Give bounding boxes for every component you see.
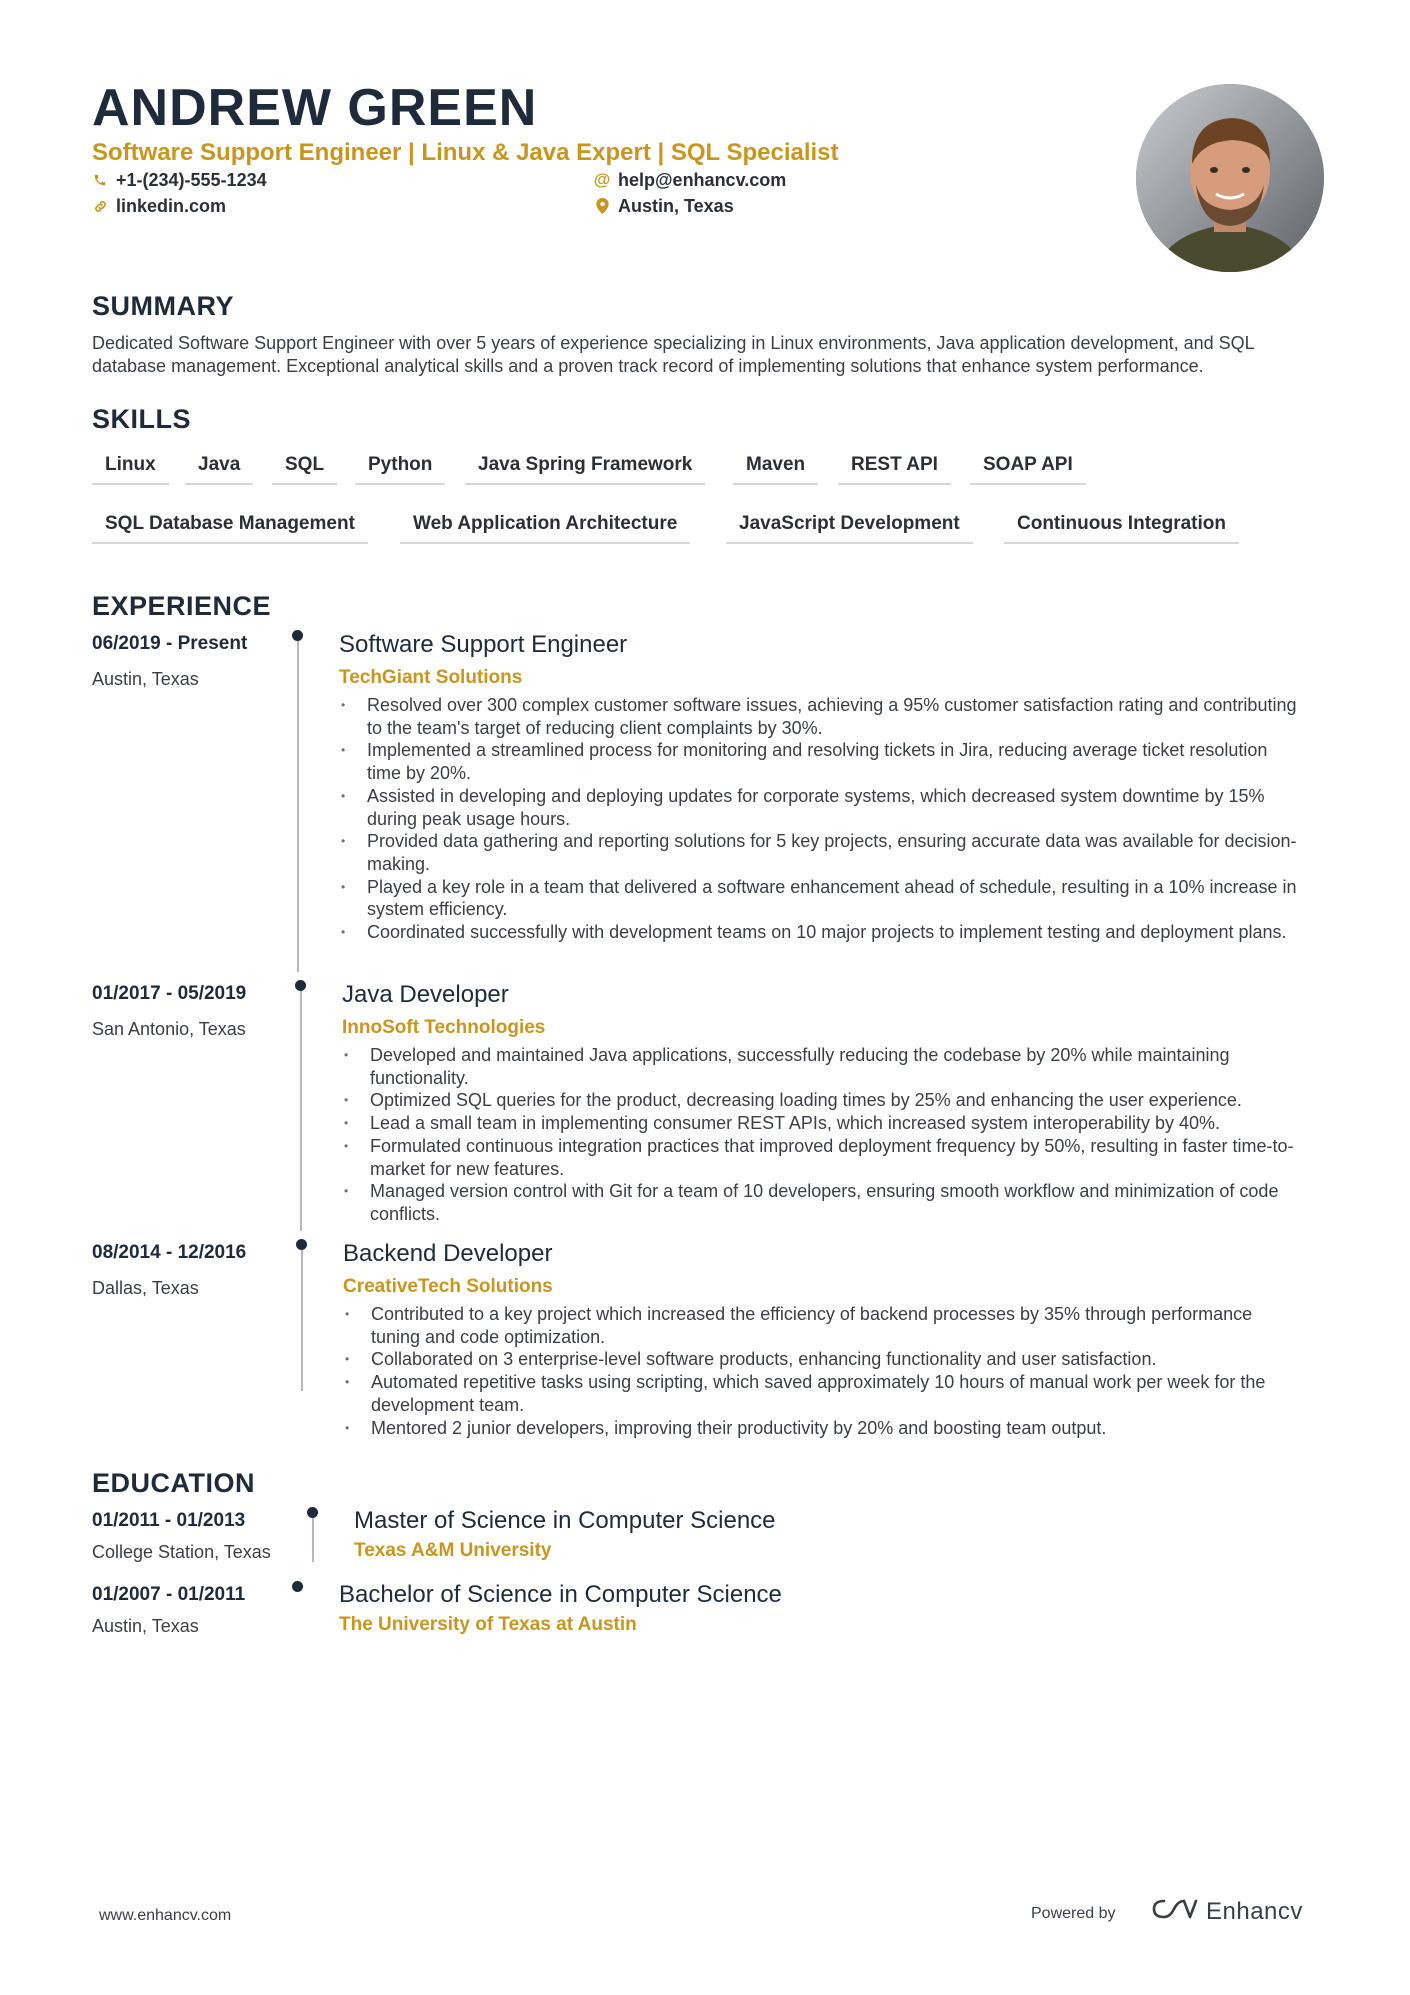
list-item: • Provided data gathering and reporting solutions for 5 key projects, ensuring accurate data was available for decision-making. bbox=[339, 830, 1299, 875]
skill-tag: Python bbox=[355, 451, 445, 485]
edu-location: College Station, Texas bbox=[92, 1542, 271, 1562]
skill-tag: Web Application Architecture bbox=[400, 510, 690, 544]
timeline-dot bbox=[296, 1239, 307, 1250]
job-role: Software Support Engineer bbox=[339, 631, 628, 658]
job-location: Dallas, Texas bbox=[92, 1278, 199, 1298]
timeline-line bbox=[297, 636, 299, 972]
skill-tag: SQL bbox=[272, 451, 337, 485]
timeline-line bbox=[312, 1512, 314, 1562]
list-item: • Formulated continuous integration practices that improved deployment frequency by 50%, resulting in faster time-to-market for new features. bbox=[342, 1135, 1302, 1180]
job-company: CreativeTech Solutions bbox=[343, 1276, 553, 1297]
job-location: Austin, Texas bbox=[92, 669, 199, 689]
contact-phone bbox=[92, 169, 267, 191]
email-link[interactable]: help@enhancv.com bbox=[618, 170, 787, 190]
job-dates: 08/2014 - 12/2016 bbox=[92, 1242, 247, 1263]
education-heading: EDUCATION bbox=[92, 1468, 255, 1498]
edu-dates: 01/2007 - 01/2011 bbox=[92, 1584, 246, 1605]
enhancv-logo-icon bbox=[1150, 1896, 1198, 1927]
timeline-line bbox=[300, 985, 302, 1231]
edu-degree: Master of Science in Computer Science bbox=[354, 1507, 776, 1534]
list-item: • Optimized SQL queries for the product, decreasing loading times by 25% and enhancing the user experience. bbox=[342, 1089, 1302, 1112]
job-location: San Antonio, Texas bbox=[92, 1019, 246, 1039]
list-item: • Collaborated on 3 enterprise-level software products, enhancing functionality and user satisfaction. bbox=[343, 1348, 1303, 1371]
list-item: • Developed and maintained Java applications, successfully reducing the codebase by 20% while maintaining functionality. bbox=[342, 1044, 1302, 1089]
experience-heading: EXPERIENCE bbox=[92, 591, 272, 621]
contact-email[interactable] bbox=[594, 169, 786, 191]
location-pin-icon bbox=[594, 198, 610, 214]
job-role: Backend Developer bbox=[343, 1240, 553, 1267]
job-bullets bbox=[343, 1303, 1303, 1439]
edu-school: The University of Texas at Austin bbox=[339, 1614, 637, 1635]
phone-text: +1-(234)-555-1234 bbox=[116, 170, 267, 190]
list-item: • Assisted in developing and deploying updates for corporate systems, which decreased system downtime by 15% during peak usage hours. bbox=[339, 785, 1299, 830]
edu-school: Texas A&M University bbox=[354, 1540, 552, 1561]
brand-logo[interactable] bbox=[1150, 1896, 1303, 1927]
timeline-dot bbox=[295, 980, 306, 991]
skill-tag: SOAP API bbox=[970, 451, 1086, 485]
skill-tag: Linux bbox=[92, 451, 169, 485]
list-item: • Implemented a streamlined process for monitoring and resolving tickets in Jira, reducing average ticket resolution time by 20%. bbox=[339, 739, 1299, 784]
list-item: • Coordinated successfully with development teams on 10 major projects to implement testing and deployment plans. bbox=[339, 921, 1299, 944]
list-item: • Resolved over 300 complex customer software issues, achieving a 95% customer satisfaction rating and contributing to the team's target of reducing client complaints by 30%. bbox=[339, 694, 1299, 739]
edu-location: Austin, Texas bbox=[92, 1616, 199, 1636]
skill-tag: Continuous Integration bbox=[1004, 510, 1239, 544]
timeline-line bbox=[301, 1245, 303, 1391]
skill-tag: SQL Database Management bbox=[92, 510, 368, 544]
skill-tag: Maven bbox=[733, 451, 818, 485]
profile-photo bbox=[1136, 84, 1324, 272]
footer-url[interactable]: www.enhancv.com bbox=[99, 1907, 232, 1924]
brand-name: Enhancv bbox=[1206, 1897, 1303, 1925]
powered-by-label: Powered by bbox=[1031, 1905, 1116, 1922]
job-bullets bbox=[339, 694, 1299, 944]
contact-location bbox=[594, 195, 734, 217]
link-icon bbox=[92, 198, 108, 214]
list-item: • Managed version control with Git for a team of 10 developers, ensuring smooth workflow and minimization of code conflicts. bbox=[342, 1180, 1302, 1225]
job-company: InnoSoft Technologies bbox=[342, 1017, 546, 1038]
list-item: • Mentored 2 junior developers, improving their productivity by 20% and boosting team output. bbox=[343, 1417, 1303, 1440]
list-item: • Automated repetitive tasks using scripting, which saved approximately 10 hours of manual work per week for the development team. bbox=[343, 1371, 1303, 1416]
linkedin-link[interactable]: linkedin.com bbox=[116, 196, 227, 216]
skill-tag: Java bbox=[185, 451, 253, 485]
candidate-name: ANDREW GREEN bbox=[92, 79, 538, 137]
job-company: TechGiant Solutions bbox=[339, 667, 523, 688]
location-text: Austin, Texas bbox=[618, 196, 734, 216]
summary-text: Dedicated Software Support Engineer with over 5 years of experience specializing in Linux environments, Java application development, and SQL database management. Exceptional analytical skills and a proven track record of implementing solutions that enhance system performance. bbox=[92, 333, 1255, 376]
edu-dates: 01/2011 - 01/2013 bbox=[92, 1510, 246, 1531]
job-dates: 06/2019 - Present bbox=[92, 633, 248, 654]
skill-tag: Java Spring Framework bbox=[465, 451, 705, 485]
list-item: • Contributed to a key project which increased the efficiency of backend processes by 35% through performance tuning and code optimization. bbox=[343, 1303, 1303, 1348]
edu-degree: Bachelor of Science in Computer Science bbox=[339, 1581, 782, 1608]
timeline-dot bbox=[292, 630, 303, 641]
candidate-title: Software Support Engineer | Linux & Java Expert | SQL Specialist bbox=[92, 139, 839, 166]
contact-linkedin[interactable] bbox=[92, 195, 226, 217]
job-role: Java Developer bbox=[342, 981, 509, 1008]
phone-icon bbox=[92, 172, 108, 188]
skill-tag: JavaScript Development bbox=[726, 510, 973, 544]
at-icon: @ bbox=[593, 170, 611, 189]
summary-heading: SUMMARY bbox=[92, 291, 234, 321]
list-item: • Played a key role in a team that delivered a software enhancement ahead of schedule, resulting in a 10% increase in system efficiency. bbox=[339, 876, 1299, 921]
skill-tag: REST API bbox=[838, 451, 951, 485]
timeline-dot bbox=[307, 1507, 318, 1518]
timeline-dot bbox=[292, 1581, 303, 1592]
skills-heading: SKILLS bbox=[92, 404, 192, 434]
job-bullets bbox=[342, 1044, 1302, 1226]
job-dates: 01/2017 - 05/2019 bbox=[92, 983, 247, 1004]
list-item: • Lead a small team in implementing consumer REST APIs, which increased system interoperability by 40%. bbox=[342, 1112, 1302, 1135]
